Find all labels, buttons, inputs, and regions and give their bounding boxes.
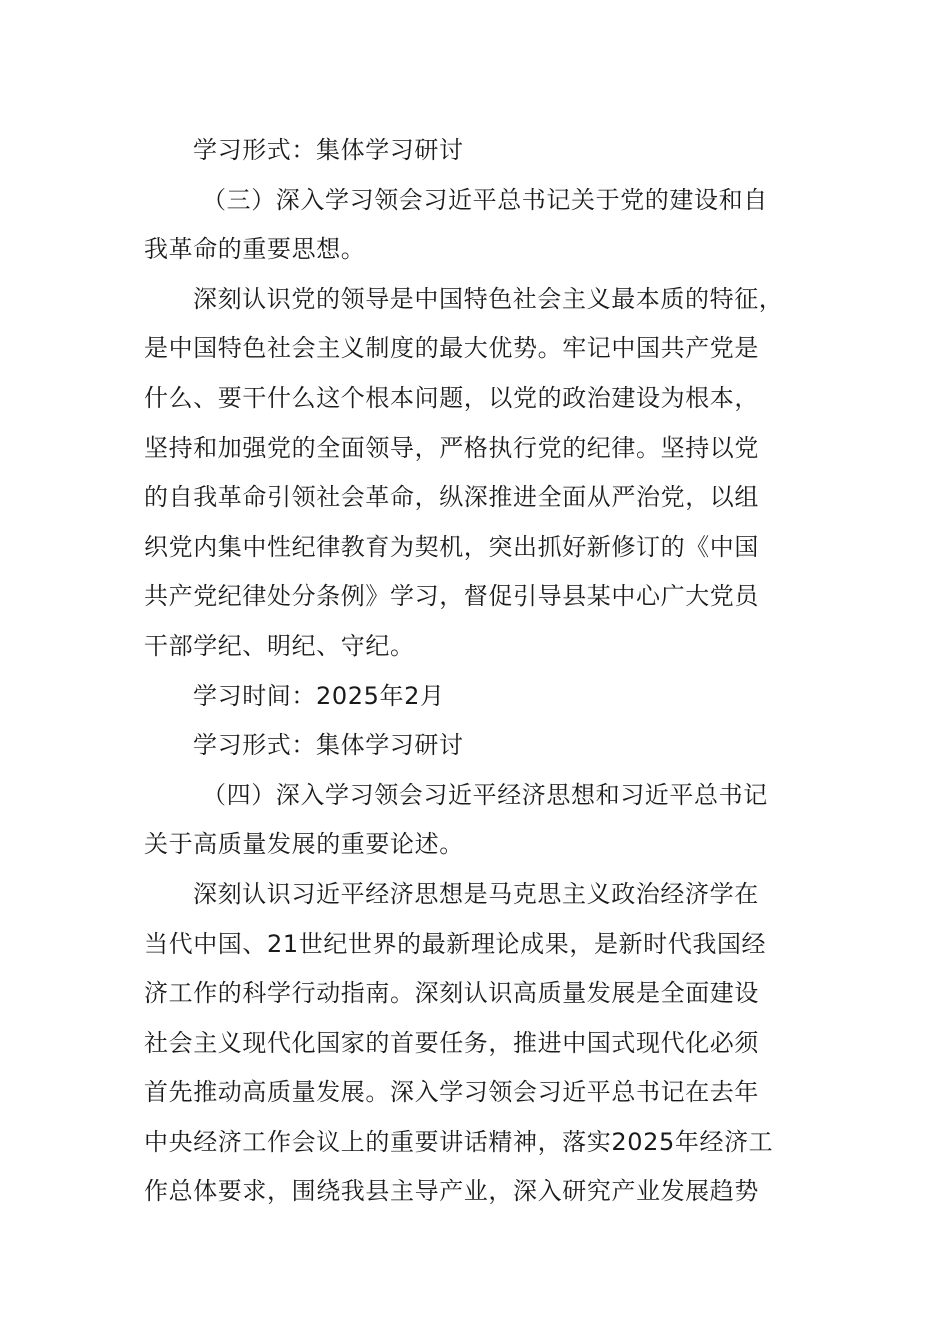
paragraph-line: （三）深入学习领会习近平总书记关于党的建设和自: [202, 185, 768, 214]
paragraph-line: （四）深入学习领会习近平经济思想和习近平总书记: [202, 780, 768, 809]
paragraph-line: 作总体要求，围绕我县主导产业，深入研究产业发展趋势: [144, 1177, 759, 1206]
paragraph-line: 织党内集中性纪律教育为契机，突出抓好新修订的《中国: [144, 532, 759, 561]
paragraph-line: 是中国特色社会主义制度的最大优势。牢记中国共产党是: [144, 334, 759, 363]
paragraph-line: 中央经济工作会议上的重要讲话精神，落实2025年经济工: [144, 1127, 774, 1156]
document-body: [144, 126, 834, 1217]
paragraph-line: 当代中国、21世纪世界的最新理论成果，是新时代我国经: [144, 929, 767, 958]
paragraph-line: 坚持和加强党的全面领导，严格执行党的纪律。坚持以党: [144, 433, 759, 462]
paragraph-line: 学习形式：集体学习研讨: [193, 136, 464, 164]
paragraph-line: 的自我革命引领社会革命，纵深推进全面从严治党，以组: [144, 483, 759, 512]
paragraph-line: 我革命的重要思想。: [144, 235, 366, 264]
paragraph-line: 干部学纪、明纪、守纪。: [144, 631, 415, 660]
paragraph-line: 学习时间：2025年2月: [193, 681, 445, 710]
paragraph-line: 首先推动高质量发展。深入学习领会习近平总书记在去年: [144, 1078, 759, 1107]
paragraph-line: 深刻认识习近平经济思想是马克思主义政治经济学在: [193, 879, 759, 908]
paragraph-line: 关于高质量发展的重要论述。: [144, 830, 464, 859]
paragraph-line: 学习形式：集体学习研讨: [193, 731, 464, 760]
paragraph-line: 深刻认识党的领导是中国特色社会主义最本质的特征，: [193, 284, 784, 313]
paragraph-line: 济工作的科学行动指南。深刻认识高质量发展是全面建设: [144, 979, 759, 1008]
paragraph-line: 社会主义现代化国家的首要任务，推进中国式现代化必须: [144, 1028, 759, 1057]
paragraph-line: 什么、要干什么这个根本问题，以党的政治建设为根本，: [144, 383, 759, 412]
paragraph-line: 共产党纪律处分条例》学习，督促引导县某中心广大党员: [144, 582, 759, 611]
